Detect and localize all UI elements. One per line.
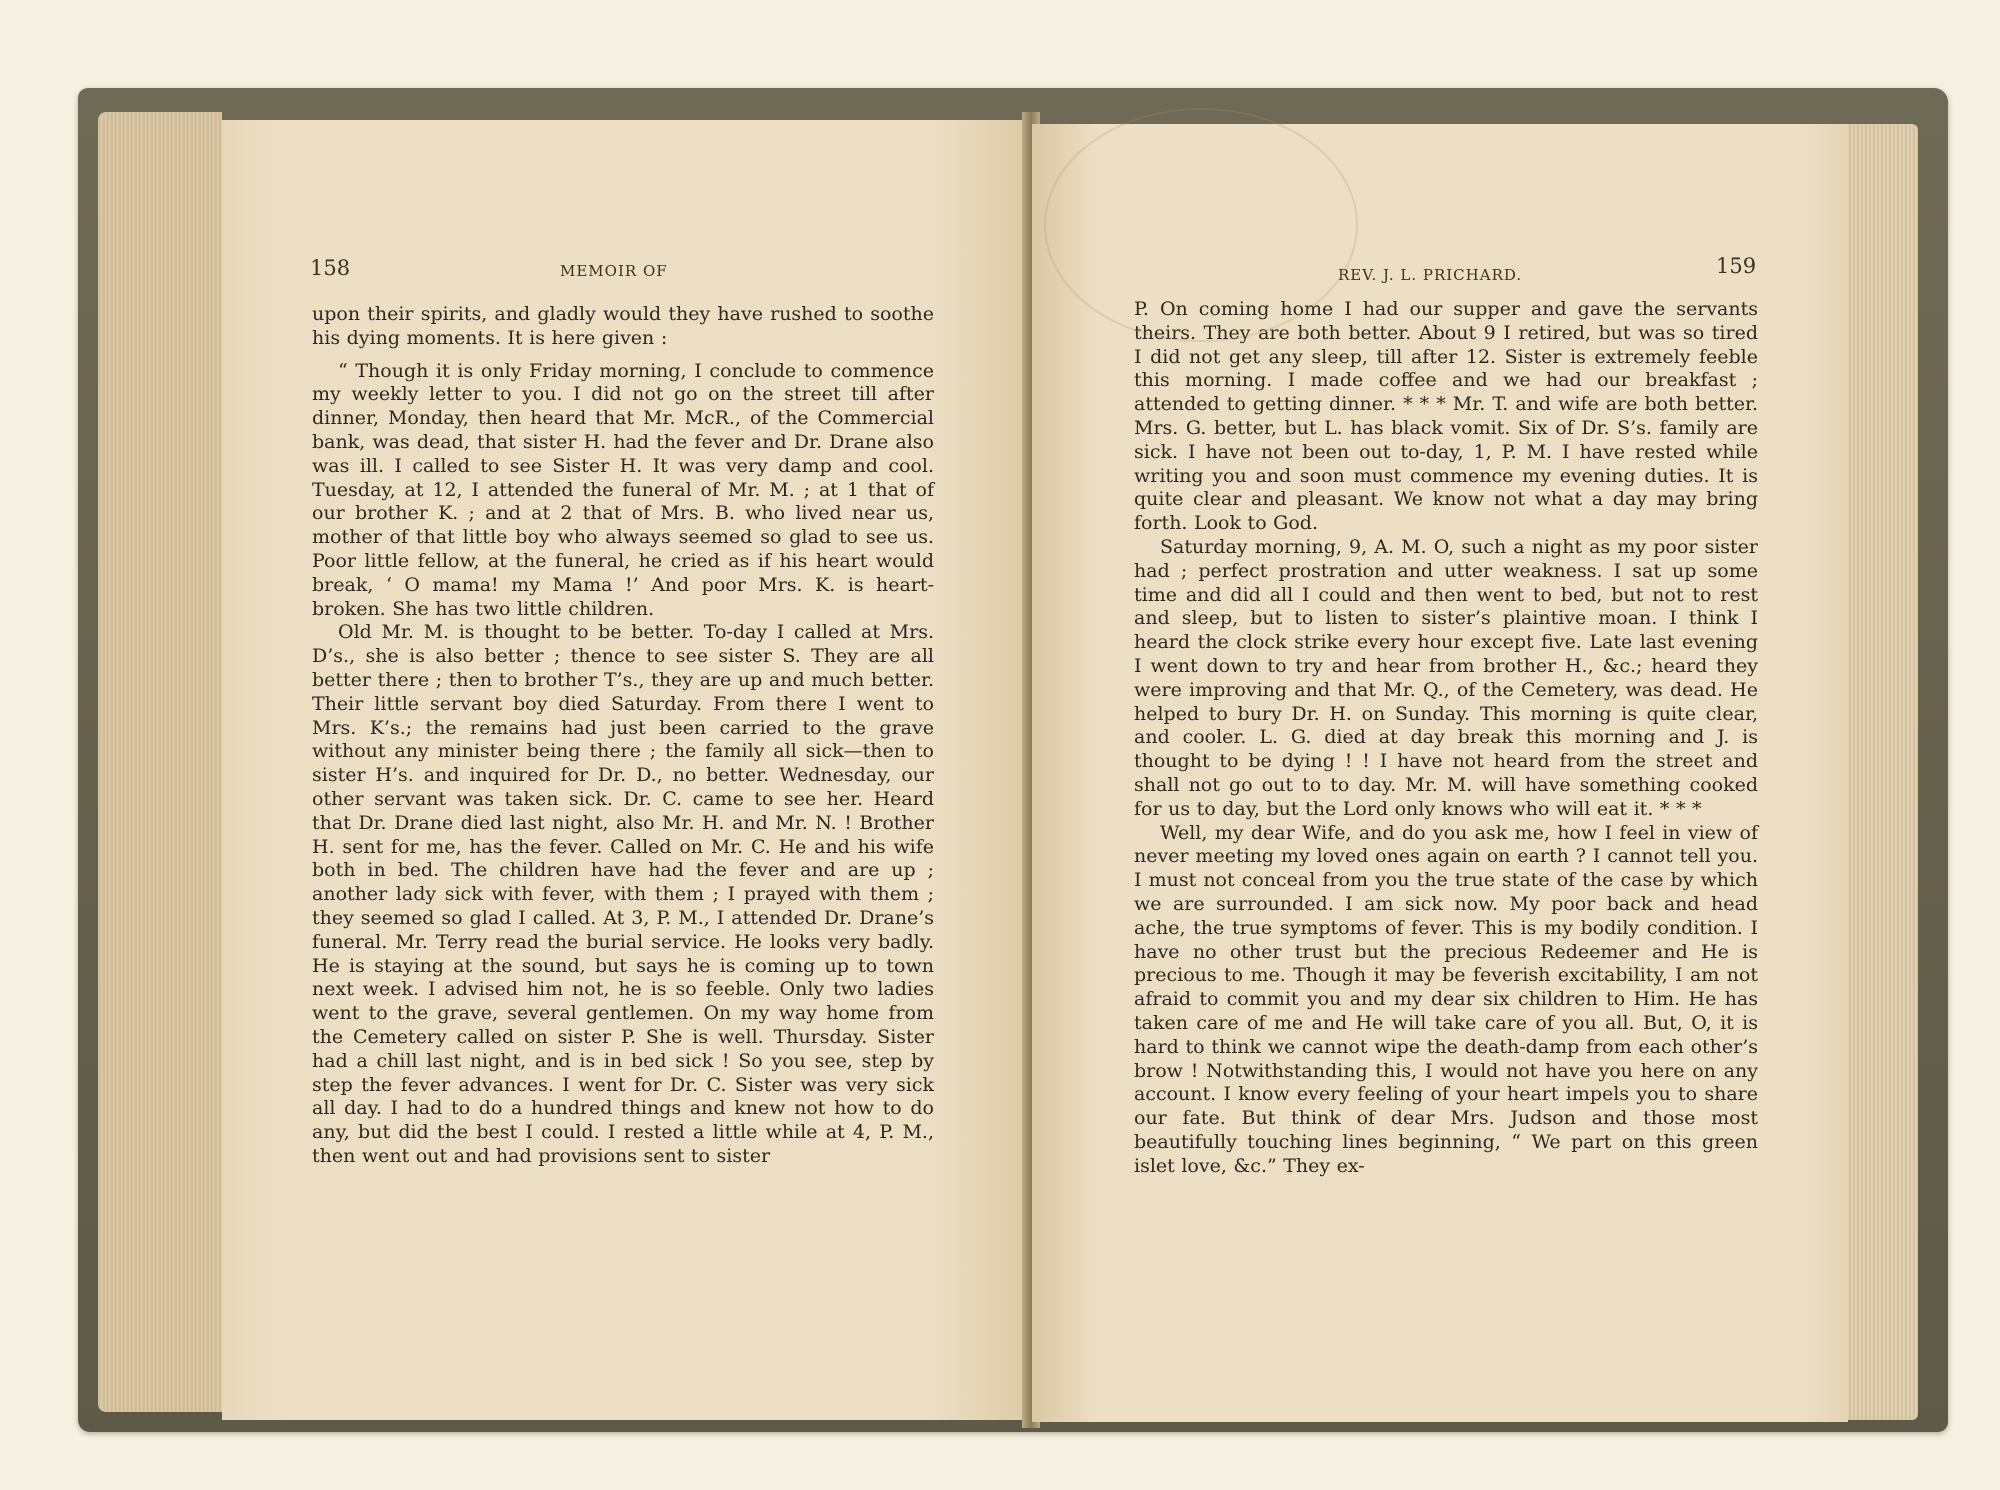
page-number-left: 158	[310, 256, 351, 280]
running-head-right: REV. J. L. PRICHARD.	[1338, 266, 1523, 284]
paragraph: upon their spirits, and gladly would they have rushed to soothe his dying moments. It is here given :	[312, 303, 934, 349]
page-number-right: 159	[1716, 254, 1757, 278]
paragraph: P. On coming home I had our supper and gave the servants theirs. They are both better. About 9 I retired, but was so tired I did not get any sleep, till after 12. Sister is extremely feeble this morning. I made coffee and we had our breakfast ; attended to getting dinner. * * * Mr. T. and wife are both better. Mrs. G. better, but L. has black vomit. Six of Dr. S’s. family are sick. I have not been out to-day, 1, P. M. I have rested while writing you and soon must commence my evening duties. It is quite clear and pleasant. We know not what a day may bring forth. Look to God.	[1134, 298, 1758, 535]
paragraph: Saturday morning, 9, A. M. O, such a night as my poor sister had ; perfect prostration and utter weakness. I sat up some time and did all I could and then went to bed, but not to rest and sleep, but to listen to sister’s plaintive moan. I think I heard the clock strike every hour except five. Late last evening I went down to try and hear from brother H., &c.; heard they were improving and that Mr. Q., of the Cemetery, was dead. He helped to bury Dr. H. on Sunday. This morning is quite clear, and cooler. L. G. died at day break this morning and J. is thought to be dying ! ! I have not heard from the street and shall not go out to to day. Mr. M. will have something cooked for us to day, but the Lord only knows who will eat it. * * *	[1134, 535, 1758, 820]
left-page-edges	[98, 112, 222, 1412]
left-page	[222, 120, 1028, 1420]
right-page-text	[1134, 298, 1758, 1178]
paragraph: “ Though it is only Friday morning, I conclude to commence my weekly letter to you. I did not go on the street till after dinner, Monday, then heard that Mr. McR., of the Commercial bank, was dead, that sister H. had the fever and Dr. Drane also was ill. I called to see Sister H. It was very damp and cool. Tuesday, at 12, I attended the funeral of Mr. M. ; at 1 that of our brother K. ; and at 2 that of Mrs. B. who lived near us, mother of that little boy who always seemed so glad to see us. Poor little fellow, at the funeral, he cried as if his heart would break, ‘ O mama! my Mama !’ And poor Mrs. K. is heart-broken. She has two little children.	[312, 359, 934, 620]
paragraph: Well, my dear Wife, and do you ask me, how I feel in view of never meeting my loved ones again on earth ? I cannot tell you. I must not conceal from you the true state of the case by which we are surrounded. I am sick now. My poor back and head ache, the true symptoms of fever. This is my bodily condition. I have no other trust but the precious Redeemer and He is precious to me. Though it may be feverish excitability, I am not afraid to commit you and my dear six children to Him. He has taken care of me and He will take care of you all. But, O, it is hard to think we cannot wipe the death-damp from each other’s brow ! Notwithstanding this, I would not have you here on any account. I know every feeling of your heart impels you to share our fate. But think of dear Mrs. Judson and those most beautifully touching lines beginning, “ We part on this green islet love, &c.” They ex-	[1134, 821, 1758, 1177]
left-page-text	[312, 303, 934, 1169]
right-page-edges	[1848, 124, 1918, 1420]
right-page	[1032, 124, 1848, 1422]
running-head-left: MEMOIR OF	[560, 262, 668, 280]
paragraph: Old Mr. M. is thought to be better. To-day I called at Mrs. D’s., she is also better ; thence to see sister S. They are all better there ; then to brother T’s., they are up and much better. Their little servant boy died Saturday. From there I went to Mrs. K’s.; the remains had just been carried to the grave without any minister being there ; the family all sick—then to sister H’s. and inquired for Dr. D., no better. Wednesday, our other servant was taken sick. Dr. C. came to see her. Heard that Dr. Drane died last night, also Mr. H. and Mr. N. ! Brother H. sent for me, has the fever. Called on Mr. C. He and his wife both in bed. The children have had the fever and are up ; another lady sick with fever, with them ; I prayed with them ; they seemed so glad I called. At 3, P. M., I attended Dr. Drane’s funeral. Mr. Terry read the burial service. He looks very badly. He is staying at the sound, but says he is coming up to town next week. I advised him not, he is so feeble. Only two ladies went to the grave, several gentlemen. On my way home from the Cemetery called on sister P. She is well. Thursday. Sister had a chill last night, and is in bed sick ! So you see, step by step the fever advances. I went for Dr. C. Sister was very sick all day. I had to do a hundred things and knew not how to do any, but did the best I could. I rested a little while at 4, P. M., then went out and had provisions sent to sister	[312, 621, 934, 1167]
